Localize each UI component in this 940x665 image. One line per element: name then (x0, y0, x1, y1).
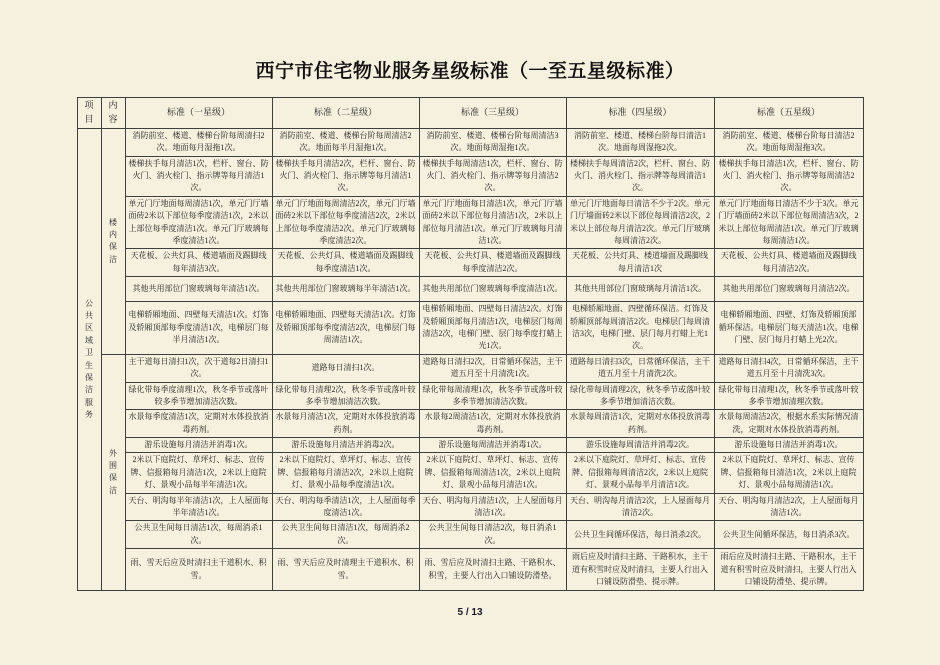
cell-courtyard-lamps-signs-star2: 2米以下庭院灯、草坪灯、标志、宣传牌、信报箱每月清洁2次，2米以上庭院灯、景观小品每季度清洁1次。 (272, 453, 419, 493)
cell-public-toilet-star4: 公共卫生间循环保洁，每日消杀2次。 (566, 521, 714, 549)
cell-roads-star3: 道路每日清扫2次，日常循环保洁，主干道五月至十月清洗1次。 (419, 354, 566, 382)
table-row-roads (77, 354, 863, 382)
table-row-other-shared-glass (77, 277, 863, 302)
table-row-elevator-cab (77, 302, 863, 355)
cell-stair-handrail-star4: 楼梯扶手每周清洁2次，栏杆、窗台、防火门、消火栓门、指示牌等每周清洁1次。 (566, 156, 714, 196)
cell-roof-terrace-gutter-star2: 天台、明沟每季清洁1次，上人屋面每季度清洁1次。 (272, 493, 419, 521)
cell-unit-lobby-star1: 单元门厅地面每周清洁1次，单元门厅墙面砖2米以下部位每季度清洁1次，2米以上部位每季度清洁1次。单元门厅玻璃每季度清洁1次。 (125, 196, 272, 249)
cell-public-toilet-star1: 公共卫生间每日清洁1次，每周消杀1次。 (125, 521, 272, 549)
header-star2: 标准（二星级） (272, 98, 419, 129)
page-title: 西宁市住宅物业服务星级标准（一至五星级标准） (255, 61, 685, 82)
cell-ceiling-lamps-star5: 天花板、公共灯具、楼道墙面及踢脚线每月清洁2次。 (714, 249, 863, 277)
cell-play-facilities-star4: 游乐设施每周清洁并消毒2次。 (566, 438, 714, 453)
cell-green-belt-star3: 绿化带每周清理1次，秋冬季节或落叶较多季节增加清洁次数。 (419, 382, 566, 410)
table-row-rain-snow (77, 549, 863, 591)
cell-other-shared-glass-star5: 其他共用部位门窗玻璃每月清洁2次。 (714, 277, 863, 302)
header-project: 项目 (77, 98, 101, 129)
header-content: 内容 (101, 98, 125, 129)
table-row-public-toilet (77, 521, 863, 549)
cell-elevator-cab-star3: 电梯轿厢地面、四壁每日清洁2次。灯饰及轿厢顶部每月清洁1次，电梯层门每周清洁2次，电梯门壁、层门每季度打蜡上光1次。 (419, 302, 566, 355)
cell-green-belt-star4: 绿化带每周清理2次，秋冬季节或落叶较多季节增加清洁次数。 (566, 382, 714, 410)
cell-other-shared-glass-star2: 其他共用部位门窗玻璃每半年清洁1次。 (272, 277, 419, 302)
cell-play-facilities-star2: 游乐设施每月清洁并消毒2次。 (272, 438, 419, 453)
cell-elevator-cab-star5: 电梯轿厢地面、四壁、灯饰及轿厢顶部循环保洁。电梯层门每天清洁1次。电梯门壁、层门每月打蜡上光2次。 (714, 302, 863, 355)
cell-water-feature-star1: 水景每季度清洁1次，定期对水体投放消毒药剂。 (125, 410, 272, 438)
cell-roof-terrace-gutter-star5: 天台、明沟每月清洁2次，上人屋面每月清洁1次。 (714, 493, 863, 521)
cell-courtyard-lamps-signs-star1: 2米以下庭院灯、草坪灯、标志、宣传牌、信报箱每月清洁1次，2米以上庭院灯、景观小品每半年清洁1次。 (125, 453, 272, 493)
cell-courtyard-lamps-signs-star5: 2米以下庭院灯、草坪灯、标志、宣传牌、信报箱每日清洁1次，2米以上庭院灯、景观小品每周清洁1次。 (714, 453, 863, 493)
table-row-courtyard-lamps-signs (77, 453, 863, 493)
cell-elevator-cab-star2: 电梯轿厢地面、四壁每天清洁1次。灯饰及轿厢顶部每季度清洁2次，电梯层门每周清洁1次。 (272, 302, 419, 355)
cell-roads-star2: 道路每日清扫1次。 (272, 354, 419, 382)
cell-unit-lobby-star4: 单元门厅地面每日清洁不少于2次。单元门厅墙面砖2米以下部位每周清洁2次，2米以上部位每月清洁2次。单元门厅玻璃每周清洁2次。 (566, 196, 714, 249)
cell-public-toilet-star2: 公共卫生间每日清洁1次，每周消杀2次。 (272, 521, 419, 549)
table-row-unit-lobby (77, 196, 863, 249)
cell-other-shared-glass-star4: 其他共用部位门窗玻璃每月清洁1次。 (566, 277, 714, 302)
cell-play-facilities-star5: 游乐设施每日清洁并消毒1次。 (714, 438, 863, 453)
cell-roads-star5: 道路每日清扫4次，日常循环保洁，主干道五月至十月清洗3次。 (714, 354, 863, 382)
cell-ceiling-lamps-star1: 天花板、公共灯具、楼道墙面及踢脚线每年清洁3次。 (125, 249, 272, 277)
header-star1: 标准（一星级） (125, 98, 272, 129)
cell-unit-lobby-star5: 单元门厅地面每日清洁不少于3次。单元门厅墙面砖2米以下部位每周清洁3次，2米以上部位每周清洁1次。单元门厅玻璃每周清洁1次。 (714, 196, 863, 249)
header-star4: 标准（四星级） (566, 98, 714, 129)
cell-rain-snow-star3: 雨、雪后应及时清扫主路、干路积水、积雪，主要人行出入口铺设防滑垫。 (419, 549, 566, 591)
cell-rain-snow-star1: 雨、雪天后应及时清扫主干道积水、积雪。 (125, 549, 272, 591)
cell-roof-terrace-gutter-star4: 天台、明沟每月清洁2次，上人屋面每月清洁2次。 (566, 493, 714, 521)
cell-fire-lobby-corridor-star4: 消防前室、楼道、楼梯台阶每日清洁1次。地面每周湿拖2次。 (566, 128, 714, 156)
cell-elevator-cab-star4: 电梯轿厢地面、四壁循环保洁。灯饰及轿厢顶部每周清洁2次。电梯层门每周清洁3次，电梯门壁、层门每月打蜡上光1次。 (566, 302, 714, 355)
table-row-fire-lobby-corridor (77, 128, 863, 156)
header-star3: 标准（三星级） (419, 98, 566, 129)
cell-fire-lobby-corridor-star1: 消防前室、楼道、楼梯台阶每周清扫2次。地面每月湿拖1次。 (125, 128, 272, 156)
cell-roof-terrace-gutter-star1: 天台、明沟每半年清洁1次，上人屋面每半年清洁1次。 (125, 493, 272, 521)
service-standards-table (77, 97, 864, 591)
cell-fire-lobby-corridor-star3: 消防前室、楼道、楼梯台阶每周清洁3次。地面每周湿拖1次。 (419, 128, 566, 156)
cell-water-feature-star4: 水景每周清洁1次，定期对水体投放消毒药剂。 (566, 410, 714, 438)
cell-water-feature-star2: 水景每月清洁1次，定期对水体投放消毒药剂。 (272, 410, 419, 438)
cell-fire-lobby-corridor-star5: 消防前室、楼道、楼梯台阶每日清洁2次。地面每周湿拖3次。 (714, 128, 863, 156)
cell-stair-handrail-star3: 楼梯扶手每周清洁1次，栏杆、窗台、防火门、消火栓门、指示牌等每月清洁2次。 (419, 156, 566, 196)
cell-rain-snow-star4: 雨后应及时清扫主路、干路积水，主干道有积雪时应及时清扫，主要人行出入口铺设防滑垫、提示牌。 (566, 549, 714, 591)
cell-unit-lobby-star3: 单元门厅地面每日清洁1次，单元门厅墙面砖2米以下部位每月清洁1次，2米以上部位每月清洁1次。单元门厅玻璃每月清洁1次。 (419, 196, 566, 249)
cell-unit-lobby-star2: 单元门厅地面每周清洁2次，单元门厅墙面砖2米以下部位每季度清洁2次，2米以上部位每季度清洁2次。单元门厅玻璃每季度清洁2次。 (272, 196, 419, 249)
cell-ceiling-lamps-star4: 天花板、公共灯具、楼道墙面及踢脚线每月清洁1次 (566, 249, 714, 277)
cell-stair-handrail-star5: 楼梯扶手每日清洁1次，栏杆、窗台、防火门、消火栓门、指示牌等每周清洁2次。 (714, 156, 863, 196)
table-row-stair-handrail (77, 156, 863, 196)
cell-roads-star4: 道路每日清扫3次，日常循环保洁，主干道五月至十月清洗2次。 (566, 354, 714, 382)
cell-other-shared-glass-star1: 其他共用部位门窗玻璃每年清洁1次。 (125, 277, 272, 302)
table-row-play-facilities (77, 438, 863, 453)
cell-rain-snow-star2: 雨、雪天后应及时清理主干道积水、积雪。 (272, 549, 419, 591)
cell-ceiling-lamps-star3: 天花板、公共灯具、楼道墙面及踢脚线每季度清洁2次。 (419, 249, 566, 277)
content-group-cell-indoor: 楼内保洁 (101, 128, 125, 354)
cell-green-belt-star2: 绿化带每月清理2次，秋冬季节或落叶较多季节增加清洁次数。 (272, 382, 419, 410)
header-row (77, 98, 863, 129)
content-group-cell-outdoor: 外围保洁 (101, 354, 125, 590)
table-header (77, 98, 863, 129)
page-number: 5 / 13 (457, 607, 483, 619)
cell-play-facilities-star1: 游乐设施每月清洁并消毒1次。 (125, 438, 272, 453)
cell-water-feature-star5: 水景每周清洁2次，根据水系实际情况清洗，定期对水体投放消毒药剂。 (714, 410, 863, 438)
cell-rain-snow-star5: 雨后应及时清扫主路、干路积水，主干道有积雪时应及时清扫，主要人行出入口铺设防滑垫、提示牌。 (714, 549, 863, 591)
table-row-ceiling-lamps (77, 249, 863, 277)
cell-stair-handrail-star2: 楼梯扶手每月清洁2次，栏杆、窗台、防火门、消火栓门、指示牌等每月清洁1次。 (272, 156, 419, 196)
cell-stair-handrail-star1: 楼梯扶手每月清洁1次，栏杆、窗台、防火门、消火栓门、指示牌等每月清洁1次。 (125, 156, 272, 196)
cell-fire-lobby-corridor-star2: 消防前室、楼道、楼梯台阶每周清洁2次。地面每半月湿拖1次。 (272, 128, 419, 156)
cell-water-feature-star3: 水景每2周清洁1次，定期对水体投放消毒药剂。 (419, 410, 566, 438)
cell-courtyard-lamps-signs-star3: 2米以下庭院灯、草坪灯、标志、宣传牌、信报箱每周清洁1次，2米以上庭院灯、景观小品每月清洁1次。 (419, 453, 566, 493)
cell-play-facilities-star3: 游乐设施每周清洁并消毒1次。 (419, 438, 566, 453)
cell-public-toilet-star3: 公共卫生间每日清洁2次，每日消杀1次。 (419, 521, 566, 549)
cell-ceiling-lamps-star2: 天花板、公共灯具、楼道墙面及踢脚线每季度清洁1次。 (272, 249, 419, 277)
cell-green-belt-star5: 绿化带每日清理1次，秋冬季节或落叶较多季节增加清理次数。 (714, 382, 863, 410)
cell-other-shared-glass-star3: 其他共用部位门窗玻璃每季度清洁1次。 (419, 277, 566, 302)
table-row-roof-terrace-gutter (77, 493, 863, 521)
project-group-cell: 公共区域卫生保洁服务 (77, 128, 101, 590)
table-row-green-belt (77, 382, 863, 410)
cell-public-toilet-star5: 公共卫生间循环保洁，每日消杀3次。 (714, 521, 863, 549)
cell-roads-star1: 主干道每日清扫1次，次干道每2日清扫1次。 (125, 354, 272, 382)
cell-courtyard-lamps-signs-star4: 2米以下庭院灯、草坪灯、标志、宣传牌、信报箱每周清洁2次，2米以上庭院灯、景观小品每半月清洁1次。 (566, 453, 714, 493)
cell-roof-terrace-gutter-star3: 天台、明沟每月清洁1次，上人屋面每月清洁1次。 (419, 493, 566, 521)
header-star5: 标准（五星级） (714, 98, 863, 129)
cell-green-belt-star1: 绿化带每季度清理1次，秋冬季节或落叶较多季节增加清洁次数。 (125, 382, 272, 410)
table-body (77, 128, 863, 590)
table-row-water-feature (77, 410, 863, 438)
cell-elevator-cab-star1: 电梯轿厢地面、四壁每天清洁1次。灯饰及轿厢顶部每季度清洁1次，电梯层门每半月清洁1次。 (125, 302, 272, 355)
